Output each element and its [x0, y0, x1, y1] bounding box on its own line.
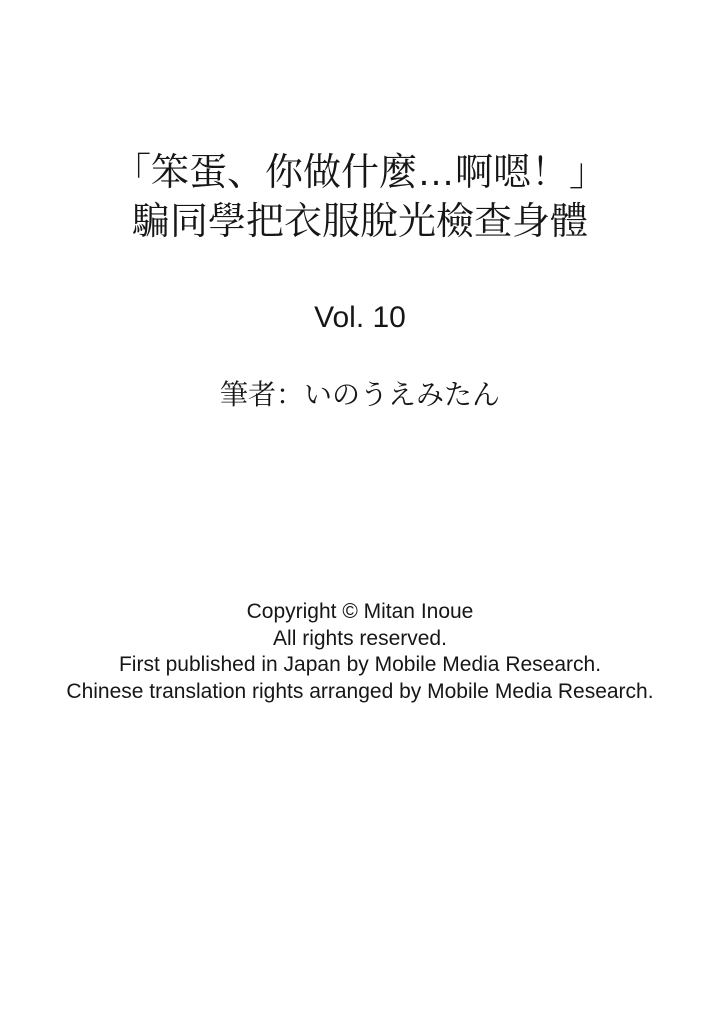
- author-line: 筆者：いのうえみたん: [219, 379, 500, 410]
- volume-label: Vol. 10: [314, 301, 406, 334]
- manga-title: [0, 149, 720, 247]
- copyright-line-holder: Copyright © Mitan Inoue: [246, 600, 474, 623]
- copyright-block: [0, 599, 720, 705]
- manga-title-line-1: 「笨蛋、你做什麼…啊嗯！」: [112, 152, 607, 194]
- manga-title-line-2: 騙同學把衣服脫光檢查身體: [131, 201, 588, 243]
- copyright-line-translation: Chinese translation rights arranged by Mobile Media Research.: [66, 679, 654, 703]
- copyright-line-rights: All rights reserved.: [273, 626, 447, 650]
- copyright-line-publisher: First published in Japan by Mobile Media Research.: [118, 653, 602, 677]
